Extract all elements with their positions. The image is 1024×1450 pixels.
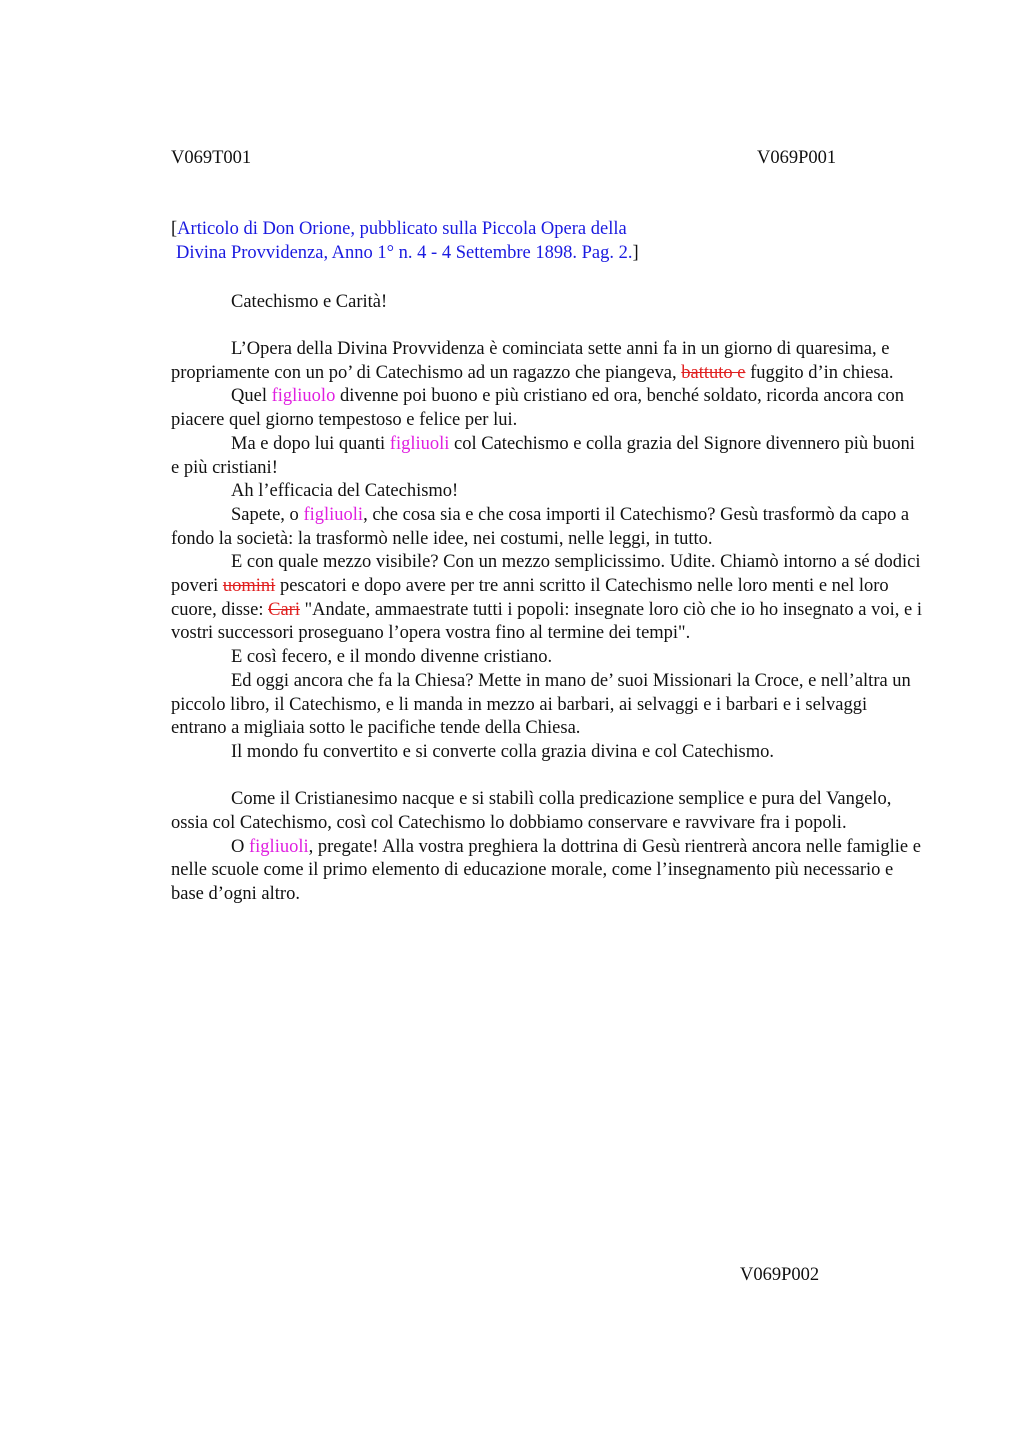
footer-page-code: V069P002: [740, 1265, 820, 1285]
close-bracket: ]: [632, 243, 639, 263]
paragraph-6-text-c: "Andate, ammaestrate tutti i popoli: insegnate loro ciò che io ho insegnato a voi, e i vostri successori proseguano l’opera vostra fino al termine dei tempi".: [171, 599, 922, 644]
highlighted-word: figliuoli: [389, 433, 450, 454]
paragraph-3-text-a: Ma e dopo lui quanti: [231, 433, 390, 454]
paragraph-10: Come il Cristianesimo nacque e si stabilì colla predicazione semplice e pura del Vangelo, ossia col Catechismo, così col Catechismo lo dobbiamo conservare e ravvivare fra i popoli.: [171, 789, 892, 834]
paragraph-3-text-b: col Catechismo e colla grazia del Signore divennero più buoni e più cristiani!: [171, 433, 915, 478]
paragraph-6: [171, 551, 927, 646]
paragraph-7: E così fecero, e il mondo divenne cristiano.: [231, 647, 553, 668]
paragraph-5-text-b: , che cosa sia e che cosa importi il Catechismo? Gesù trasformò da capo a fondo la società: la trasformò nelle idee, nei costumi, nelle leggi, in tutto.: [171, 504, 910, 549]
paragraph-9: Il mondo fu convertito e si converte colla grazia divina e col Catechismo.: [231, 741, 774, 762]
paragraph-4: Ah l’efficacia del Catechismo!: [231, 481, 459, 502]
paragraph-5-text-a: Sapete, o: [231, 504, 304, 525]
highlighted-word: figliuolo: [271, 386, 336, 407]
deleted-word: uomini: [222, 576, 276, 597]
paragraph-11-text-a: O: [231, 836, 249, 857]
deleted-word: battuto e: [681, 362, 746, 383]
paragraph-5: [171, 504, 927, 551]
paragraph-6-text-a: E con quale mezzo visibile? Con un mezzo semplicissimo. Udite. Chiamò intorno a sé dodici poveri: [171, 552, 921, 597]
paragraph-2-text-b: divenne poi buono e più cristiano ed ora, benché soldato, ricorda ancora con piacere quel giorno tempestoso e felice per lui.: [171, 386, 905, 431]
header-left-code: V069T001: [171, 148, 252, 168]
paragraph-6-text-b: pescatori e dopo avere per tre anni scritto il Catechismo nelle loro menti e nel loro cuore, disse:: [171, 576, 889, 620]
highlighted-word: figliuoli: [303, 504, 364, 525]
paragraph-11-text-b: , pregate! Alla vostra preghiera la dottrina di Gesù rientrerà ancora nelle famiglie e nelle scuole come il primo elemento di educazione morale, come l’insegnamento più necessario e base d’ogni altro.: [171, 836, 921, 905]
deleted-word: Cari: [268, 599, 300, 620]
editorial-note: [171, 217, 771, 265]
paragraph-2: [171, 385, 927, 432]
editorial-note-line-1: [171, 217, 771, 241]
paragraph-11: [171, 836, 927, 907]
editorial-note-text-2: Divina Provvidenza, Anno 1° n. 4 - 4 Settembre 1898. Pag. 2.: [176, 243, 633, 263]
highlighted-word: figliuoli: [249, 836, 309, 857]
article-title: Catechismo e Carità!: [231, 292, 388, 312]
header-right-code: V069P001: [757, 148, 837, 168]
paragraph-3: [171, 433, 927, 480]
editorial-note-text-1: Articolo di Don Orione, pubblicato sulla Piccola Opera della: [177, 219, 627, 239]
paragraph-1-text-b: fuggito d’in chiesa.: [745, 362, 894, 383]
article-body: [171, 338, 927, 907]
editorial-note-line-2: [171, 241, 771, 265]
paragraph-1-text-a: L’Opera della Divina Provvidenza è cominciata sette anni fa in un giorno di quaresima, e propriamente con un po’ di Catechismo ad un ragazzo che piangeva,: [171, 339, 890, 383]
open-bracket: [: [171, 219, 178, 239]
paragraph-1: [171, 338, 927, 385]
paragraph-2-text-a: Quel: [231, 386, 272, 407]
paragraph-8: Ed oggi ancora che fa la Chiesa? Mette in mano de’ suoi Missionari la Croce, e nell’altra un piccolo libro, il Catechismo, e li manda in mezzo ai barbari, ai selvaggi e i barbari e i selvaggi entrano a migliaia sotto le pacifiche tende della Chiesa.: [171, 670, 911, 739]
